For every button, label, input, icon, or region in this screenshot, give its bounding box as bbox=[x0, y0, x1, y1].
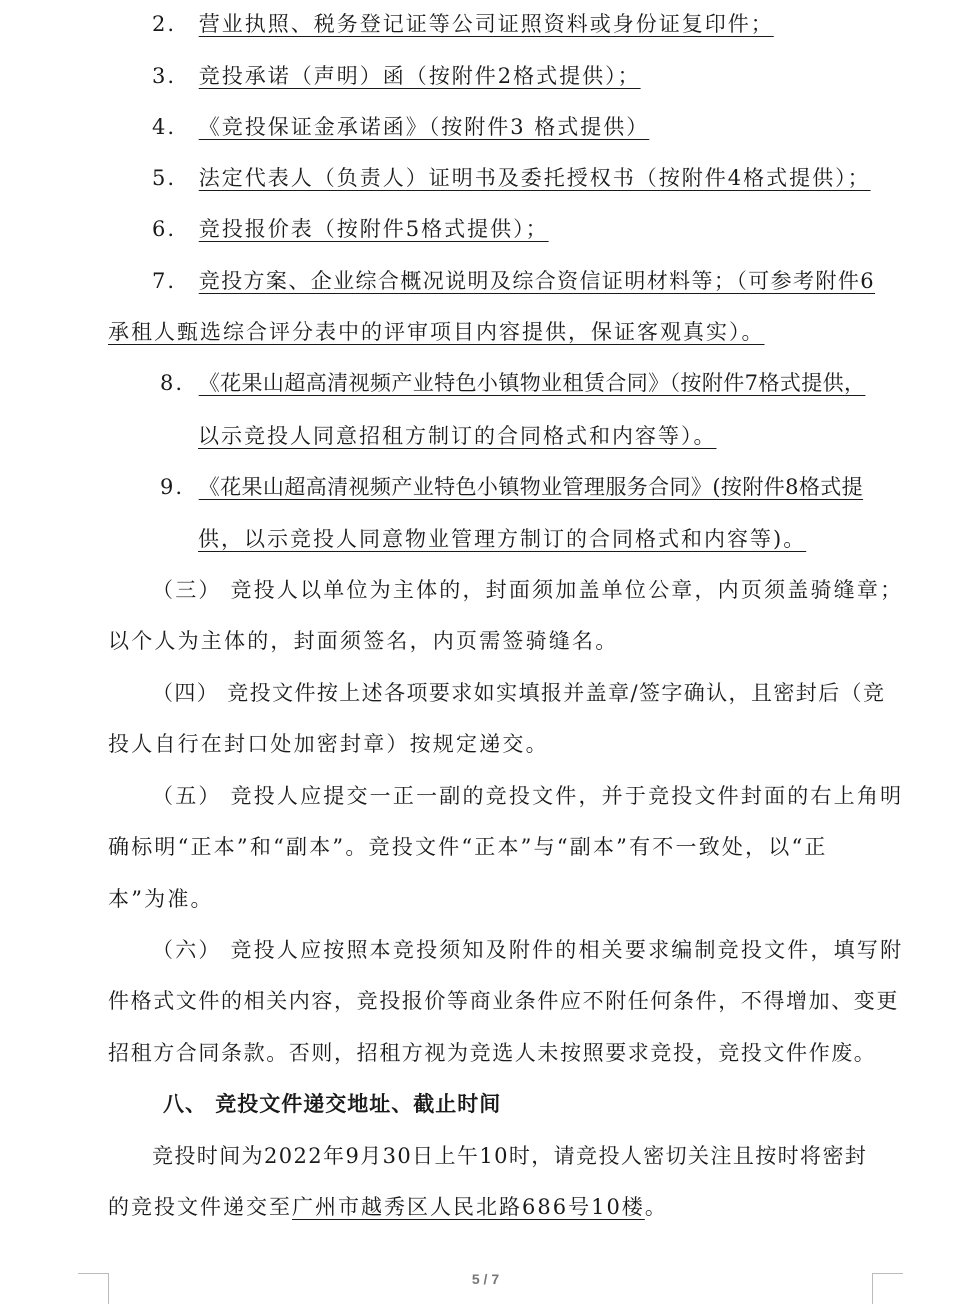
section-8-line-1: 竞投时间为2022年9月30日上午10时，请竞投人密切关注且按时将密封 bbox=[152, 1144, 868, 1168]
item-text: 承租人甄选综合评分表中的评审项目内容提供，保证客观真实）。 bbox=[108, 320, 765, 344]
list-item-2 bbox=[152, 9, 774, 39]
item-text: 《花果山超高清视频产业特色小镇物业管理服务合同》(按附件8格式提 bbox=[198, 475, 864, 499]
list-item-7-continued bbox=[108, 317, 765, 347]
list-item-9-continued bbox=[198, 524, 806, 554]
paragraph-6-line-2: 件格式文件的相关内容，竞投报价等商业条件应不附任何条件，不得增加、变更 bbox=[108, 989, 899, 1013]
item-number: 9. bbox=[160, 475, 185, 499]
item-text: 《竞投保证金承诺函》（按附件3 格式提供） bbox=[198, 115, 650, 139]
list-item-7 bbox=[152, 266, 875, 296]
address-suffix: 。 bbox=[644, 1195, 668, 1219]
list-item-8-continued bbox=[198, 421, 717, 451]
item-number: 5. bbox=[152, 166, 177, 190]
list-item-6 bbox=[152, 214, 549, 244]
paragraph-5-line-2: 确标明“正本”和“副本”。竞投文件“正本”与“副本”有不一致处，以“正 bbox=[108, 835, 828, 859]
list-item-4 bbox=[152, 112, 649, 142]
item-text: 竞投报价表（按附件5格式提供）； bbox=[198, 217, 549, 241]
item-number: 6. bbox=[152, 217, 177, 241]
address-prefix: 的竞投文件递交至 bbox=[108, 1195, 292, 1219]
section-heading: 八、 竞投文件递交地址、截止时间 bbox=[163, 1092, 502, 1116]
list-item-5 bbox=[152, 163, 871, 193]
list-item-8 bbox=[160, 368, 865, 398]
list-item-9 bbox=[160, 472, 863, 502]
address-text: 广州市越秀区人民北路686号10楼 bbox=[292, 1195, 645, 1219]
paragraph-5-line-3: 本”为准。 bbox=[108, 887, 214, 911]
item-text: 《花果山超高清视频产业特色小镇物业租赁合同》（按附件7格式提供， bbox=[198, 371, 866, 395]
item-text: 竞投承诺（声明）函（按附件2格式提供）； bbox=[198, 64, 641, 88]
paragraph-3-line-1: （三） 竞投人以单位为主体的，封面须加盖单位公章，内页须盖骑缝章； bbox=[152, 578, 904, 602]
paragraph-6-line-1: （六） 竞投人应按照本竞投须知及附件的相关要求编制竞投文件，填写附 bbox=[152, 938, 904, 962]
item-text: 法定代表人（负责人）证明书及委托授权书（按附件4格式提供）； bbox=[198, 166, 871, 190]
paragraph-5-line-1: （五） 竞投人应提交一正一副的竞投文件，并于竞投文件封面的右上角明 bbox=[152, 784, 904, 808]
item-number: 2. bbox=[152, 12, 177, 36]
paragraph-3-line-2: 以个人为主体的，封面须签名，内页需签骑缝名。 bbox=[108, 629, 619, 653]
paragraph-4-line-1: （四） 竞投文件按上述各项要求如实填报并盖章/签字确认，且密封后（竞 bbox=[152, 681, 886, 705]
item-number: 4. bbox=[152, 115, 177, 139]
item-number: 8. bbox=[160, 371, 185, 395]
item-text: 以示竞投人同意招租方制订的合同格式和内容等）。 bbox=[198, 424, 717, 448]
item-text: 营业执照、税务登记证等公司证照资料或身份证复印件； bbox=[198, 12, 774, 36]
item-number: 3. bbox=[152, 64, 177, 88]
page-number: 5 / 7 bbox=[471, 1271, 500, 1287]
paragraph-4-line-2: 投人自行在封口处加密封章）按规定递交。 bbox=[108, 732, 549, 756]
paragraph-6-line-3: 招租方合同条款。否则，招租方视为竞选人未按照要求竞投，竞投文件作废。 bbox=[108, 1041, 877, 1065]
item-number: 7. bbox=[152, 269, 177, 293]
list-item-3 bbox=[152, 61, 641, 91]
section-8-line-2 bbox=[108, 1192, 668, 1222]
item-text: 供，以示竞投人同意物业管理方制订的合同格式和内容等)。 bbox=[198, 527, 807, 551]
item-text: 竞投方案、企业综合概况说明及综合资信证明材料等；（可参考附件6 bbox=[198, 269, 875, 293]
